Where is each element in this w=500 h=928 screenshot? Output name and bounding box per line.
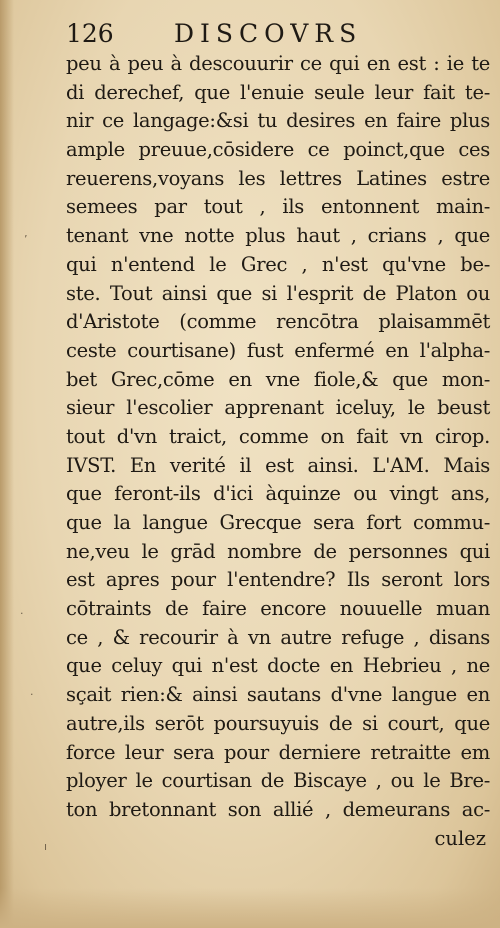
text-line: di derechef, que l'enuie seule leur fait te- [66,80,490,104]
margin-mark: · [30,688,34,701]
margin-mark: ı [44,840,48,853]
text-line: que celuy qui n'est docte en Hebrieu , ne [66,654,490,678]
page-number: 126 [66,19,114,48]
text-line: reuerens,voyans les lettres Latines estre [66,166,490,190]
body-text [66,50,490,825]
text-line: force leur sera pour derniere retraitte em [66,740,490,764]
text-line: ample preuue,cōsidere ce poinct,que ces [66,138,490,162]
text-line: nir ce langage:&si tu desires en faire plus [66,109,490,133]
text-line: tout d'vn traict, comme on fait vn cirop. [66,424,490,448]
text-line: IVST. En verité il est ainsi. L'AM. Mais [66,453,490,477]
text-line: autre,ils serōt poursuyuis de si court, que [66,711,490,735]
text-block [66,18,490,853]
text-line: bet Grec,cōme en vne fiole,& que mon- [66,367,490,391]
text-line: ton bretonnant son allié , demeurans ac- [66,797,490,821]
text-line: ste. Tout ainsi que si l'esprit de Platon ou [66,281,490,305]
text-line: tenant vne notte plus haut , crians , que [66,224,490,248]
catchword: culez [434,826,486,850]
text-line: semees par tout , ils entonnent main- [66,195,490,219]
text-line: ceste courtisane) fust enfermé en l'alpha- [66,338,490,362]
text-line: que feront-ils d'ici àquinze ou vingt ans, [66,482,490,506]
text-line: ployer le courtisan de Biscaye , ou le Bre- [66,769,490,793]
text-line: ce , & recourir à vn autre refuge , disans [66,625,490,649]
page-bottom-shadow [0,888,500,928]
text-line: que la langue Grecque sera fort commu- [66,511,490,534]
margin-mark: · [20,607,24,620]
text-line: d'Aristote (comme rencōtra plaisammēt [66,310,490,334]
text-line: qui n'entend le Grec , n'est qu'vne be- [66,252,490,276]
text-line: sieur l'escolier apprenant iceluy, le beust [66,396,490,420]
text-line: ne,veu le grād nombre de personnes qui [66,539,490,563]
text-line: peu à peu à descouurir ce qui en est : ie te [66,52,490,75]
text-line: sçait rien:& ainsi sautans d'vne langue en [66,683,490,707]
text-line: cōtraints de faire encore nouuelle muan [66,597,490,621]
margin-mark: ʼ [24,233,28,246]
page-header [66,18,490,50]
running-head: DISCOVRS [174,19,363,48]
page-gutter-shadow [0,0,14,928]
text-line: est apres pour l'entendre? Ils seront lors [66,568,490,592]
